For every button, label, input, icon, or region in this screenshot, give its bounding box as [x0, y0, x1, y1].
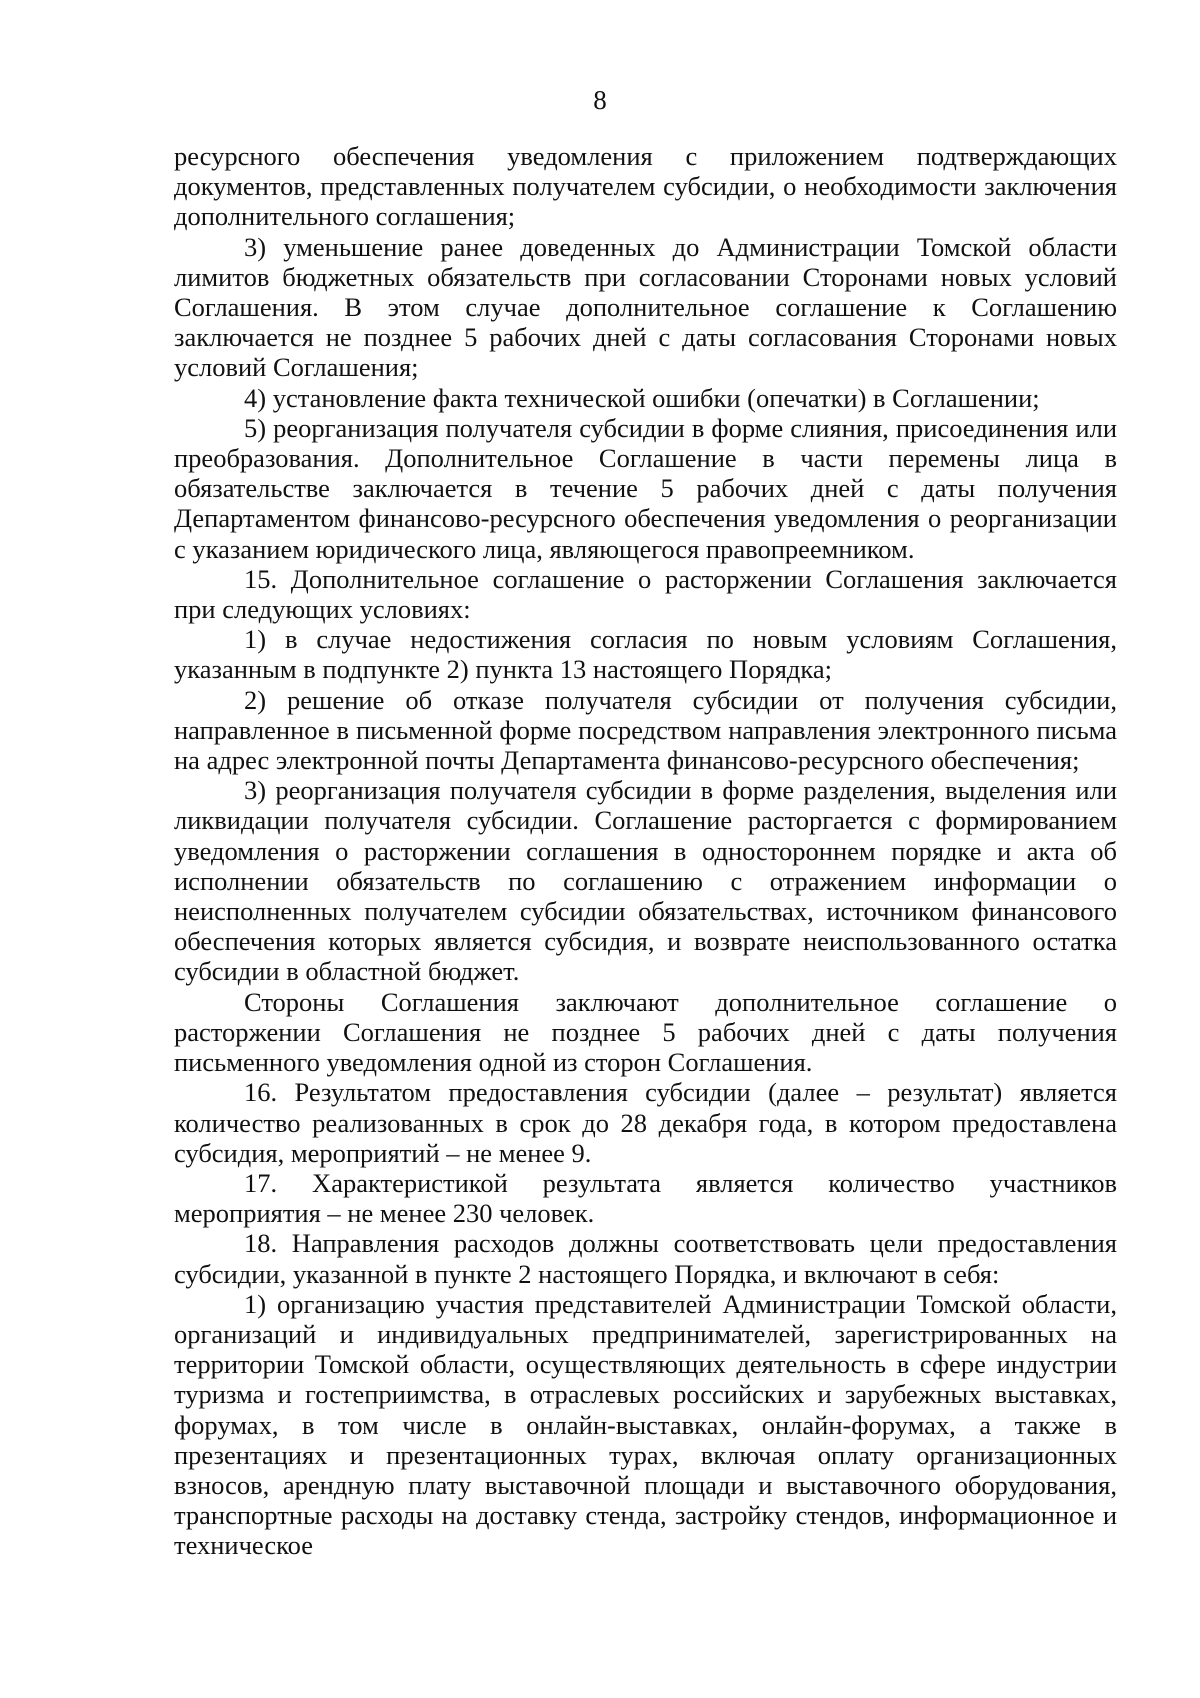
paragraph-clause-15-item-2: 2) решение об отказе получателя субсидии от получения субсидии, направленное в письменной форме посредством направления электронного письма на адрес электронной почты Департамента финансово-ресурсного обеспечения;	[174, 684, 1117, 776]
paragraph-clause-15-item-1: 1) в случае недостижения согласия по новым условиям Соглашения, указанным в подпункте 2) пункта 13 настоящего Порядка;	[174, 624, 1117, 685]
paragraph-clause-18: 18. Направления расходов должны соответствовать цели предоставления субсидии, указанной в пункте 2 настоящего Порядка, и включают в себя:	[174, 1228, 1117, 1289]
paragraph-continuation: ресурсного обеспечения уведомления с приложением подтверждающих документов, представленных получателем субсидии, о необходимости заключения дополнительного соглашения;	[174, 141, 1117, 232]
paragraph-clause-18-item-1: 1) организацию участия представителей Администрации Томской области, организаций и индивидуальных предпринимателей, зарегистрированных на территории Томской области, осуществляющих деятельность в сфере индустрии туризма и гостеприимства, в отраслевых российских и зарубежных выставках, форумах, в том числе в онлайн-выставках, онлайн-форумах, а также в презентациях и презентационных турах, включая оплату организационных взносов, арендную плату выставочной площади и выставочного оборудования, транспортные расходы на доставку стенда, застройку стендов, информационное и техническое	[174, 1288, 1117, 1561]
paragraph-item-5-reorganization: 5) реорганизация получателя субсидии в форме слияния, присоединения или преобразования. Дополнительное Соглашение в части перемены лица в обязательстве заключается в течение 5 рабочих дней с даты получения Департаментом финансово-ресурсного обеспечения уведомления о реорганизации с указанием юридического лица, являющегося правопреемником.	[174, 412, 1117, 564]
paragraph-item-3-budget-limits: 3) уменьшение ранее доведенных до Администрации Томской области лимитов бюджетных обязательств при согласовании Сторонами новых условий Соглашения. В этом случае дополнительное соглашение к Соглашению заключается не позднее 5 рабочих дней с даты согласования Сторонами новых условий Соглашения;	[174, 231, 1117, 383]
paragraph-clause-16: 16. Результатом предоставления субсидии (далее – результат) является количество реализованных в срок до 28 декабря года, в котором предоставлена субсидия, мероприятий – не менее 9.	[174, 1077, 1117, 1168]
document-body	[174, 141, 1117, 1561]
page-number: 8	[593, 85, 607, 115]
paragraph-parties-termination: Стороны Соглашения заключают дополнительное соглашение о расторжении Соглашения не позднее 5 рабочих дней с даты получения письменного уведомления одной из сторон Соглашения.	[174, 986, 1117, 1078]
paragraph-clause-17: 17. Характеристикой результата является количество участников мероприятия – не менее 230 человек.	[174, 1167, 1117, 1229]
paragraph-clause-15: 15. Дополнительное соглашение о расторжении Соглашения заключается при следующих условиях:	[174, 563, 1117, 625]
paragraph-item-4-technical-error: 4) установление факта технической ошибки (опечатки) в Соглашении;	[244, 382, 1040, 413]
paragraph-clause-15-item-3: 3) реорганизация получателя субсидии в форме разделения, выделения или ликвидации получателя субсидии. Соглашение расторгается с формированием уведомления о расторжении соглашения в одностороннем порядке и акта об исполнении обязательств по соглашению с отражением информации о неисполненных получателем субсидии обязательствах, источником финансового обеспечения которых является субсидия, и возврате неиспользованного остатка субсидии в областной бюджет.	[174, 775, 1117, 987]
